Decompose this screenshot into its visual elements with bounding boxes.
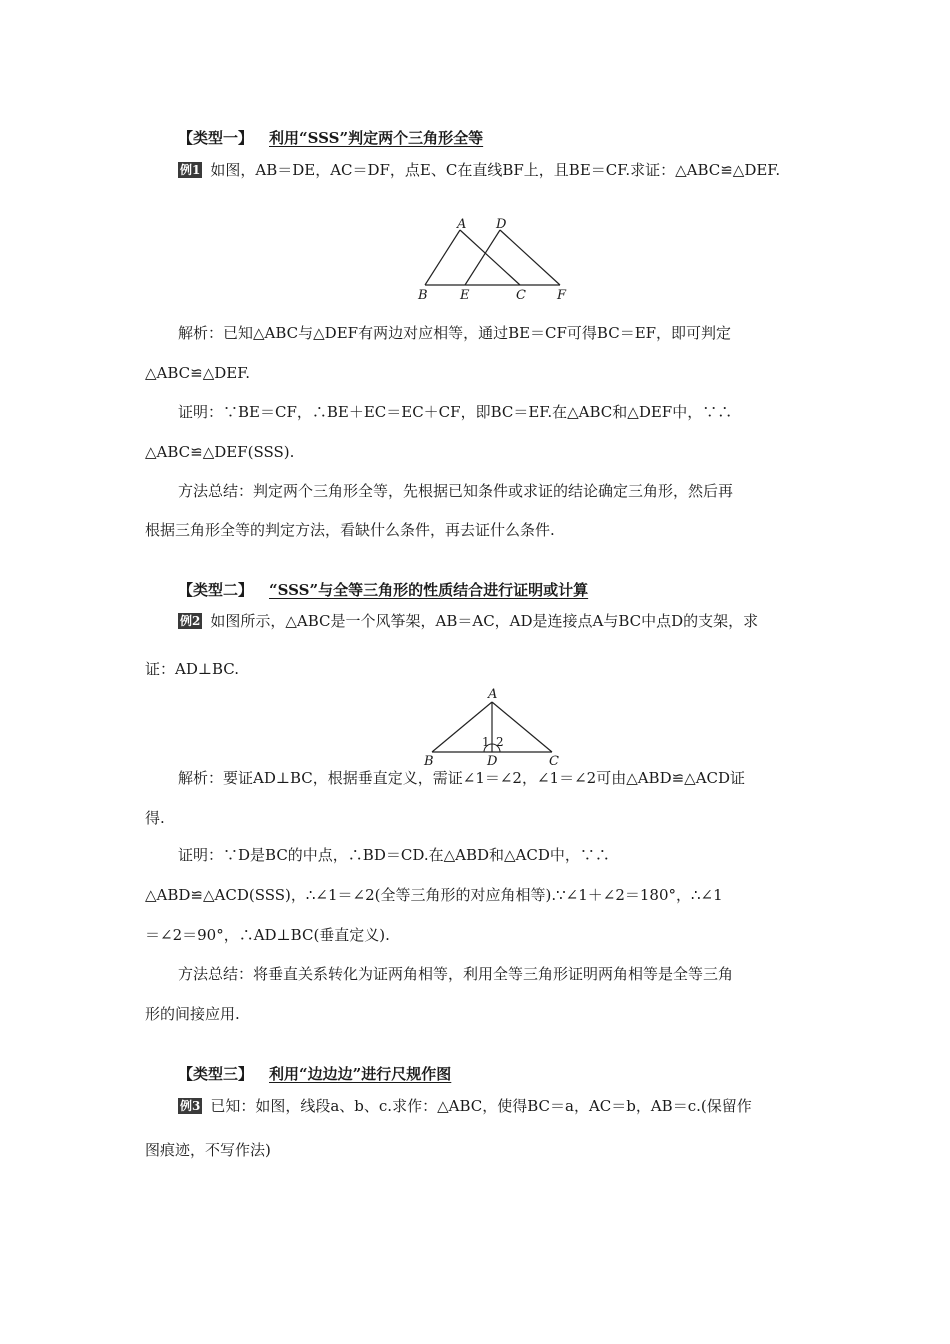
- example2-problem-line2: 证：AD⊥BC.: [145, 660, 239, 678]
- type2-analysis-line2: 得.: [145, 809, 165, 827]
- figure-triangles-abc-def: [410, 215, 580, 309]
- type1-heading: [178, 128, 483, 148]
- label-e: E: [460, 288, 470, 303]
- example3-problem-line2: 图痕迹，不写作法): [145, 1141, 271, 1159]
- type3-label: 【类型三】: [178, 1065, 254, 1083]
- type2-proof-line2: △ABD≌△ACD(SSS)，∴∠1＝∠2(全等三角形的对应角相等).∵∠1＋∠2＝180°，∴∠1: [145, 886, 723, 904]
- type1-proof-line1: 证明：∵BE＝CF，∴BE＋EC＝EC＋CF，即BC＝EF.在△ABC和△DEF中，∵∴: [178, 403, 733, 421]
- label-d: D: [496, 217, 507, 232]
- type1-summary-line2: 根据三角形全等的判定方法，看缺什么条件，再去证什么条件.: [145, 521, 555, 539]
- example3-badge: 例3: [180, 1099, 201, 1113]
- figure-kite-triangle: [420, 686, 570, 772]
- segment-de: [465, 230, 500, 285]
- type3-title: 利用“边边边”进行尺规作图: [269, 1065, 452, 1083]
- label-d: D: [487, 754, 498, 769]
- type2-summary-line1: 方法总结：将垂直关系转化为证两角相等，利用全等三角形证明两角相等是全等三角: [178, 965, 734, 983]
- type1-title: 利用“SSS”判定两个三角形全等: [269, 129, 484, 147]
- example3-problem-line1: [178, 1096, 752, 1116]
- label-angle-2: 2: [496, 735, 504, 749]
- label-a: A: [488, 687, 498, 702]
- label-b: B: [424, 754, 434, 769]
- label-c: C: [549, 754, 559, 769]
- type1-label: 【类型一】: [178, 129, 254, 147]
- type1-analysis-line2: △ABC≌△DEF.: [145, 364, 251, 382]
- figure1-svg: [410, 215, 580, 305]
- segment-ab: [425, 230, 460, 285]
- type3-heading: [178, 1064, 451, 1084]
- example2-problem-line1: [178, 611, 758, 631]
- type2-analysis-line1: 解析：要证AD⊥BC，根据垂直定义，需证∠1＝∠2，∠1＝∠2可由△ABD≌△ACD证: [178, 769, 746, 787]
- example2-problem-text: 如图所示，△ABC是一个风筝架，AB＝AC，AD是连接点A与BC中点D的支架，求: [210, 612, 759, 630]
- label-b: B: [418, 288, 428, 303]
- segment-ac: [460, 230, 520, 285]
- label-c: C: [516, 288, 526, 303]
- type1-summary-line1: 方法总结：判定两个三角形全等，先根据已知条件或求证的结论确定三角形，然后再: [178, 482, 734, 500]
- example1-badge: 例1: [180, 163, 201, 177]
- type2-proof-line3: ＝∠2＝90°，∴AD⊥BC(垂直定义).: [145, 926, 390, 944]
- label-f: F: [557, 288, 567, 303]
- label-angle-1: 1: [482, 735, 490, 749]
- type1-proof-line2: △ABC≌△DEF(SSS).: [145, 443, 295, 461]
- type2-proof-line1: 证明：∵D是BC的中点，∴BD＝CD.在△ABD和△ACD中，∵∴: [178, 846, 610, 864]
- example1-problem: [178, 160, 780, 180]
- type1-analysis-line1: 解析：已知△ABC与△DEF有两边对应相等，通过BE＝CF可得BC＝EF，即可判定: [178, 324, 732, 342]
- label-a: A: [457, 217, 467, 232]
- example3-problem-text: 已知：如图，线段a、b、c.求作：△ABC，使得BC＝a，AC＝b，AB＝c.(保留作: [210, 1097, 752, 1115]
- type2-summary-line2: 形的间接应用.: [145, 1005, 240, 1023]
- example2-badge: 例2: [180, 614, 201, 628]
- segment-df: [500, 230, 560, 285]
- type2-heading: [178, 580, 588, 600]
- example1-problem-text: 如图，AB＝DE，AC＝DF，点E、C在直线BF上，且BE＝CF.求证：△ABC≌△DEF.: [210, 161, 781, 179]
- figure2-svg: [420, 686, 570, 768]
- type2-title: “SSS”与全等三角形的性质结合进行证明或计算: [269, 581, 589, 599]
- type2-label: 【类型二】: [178, 581, 254, 599]
